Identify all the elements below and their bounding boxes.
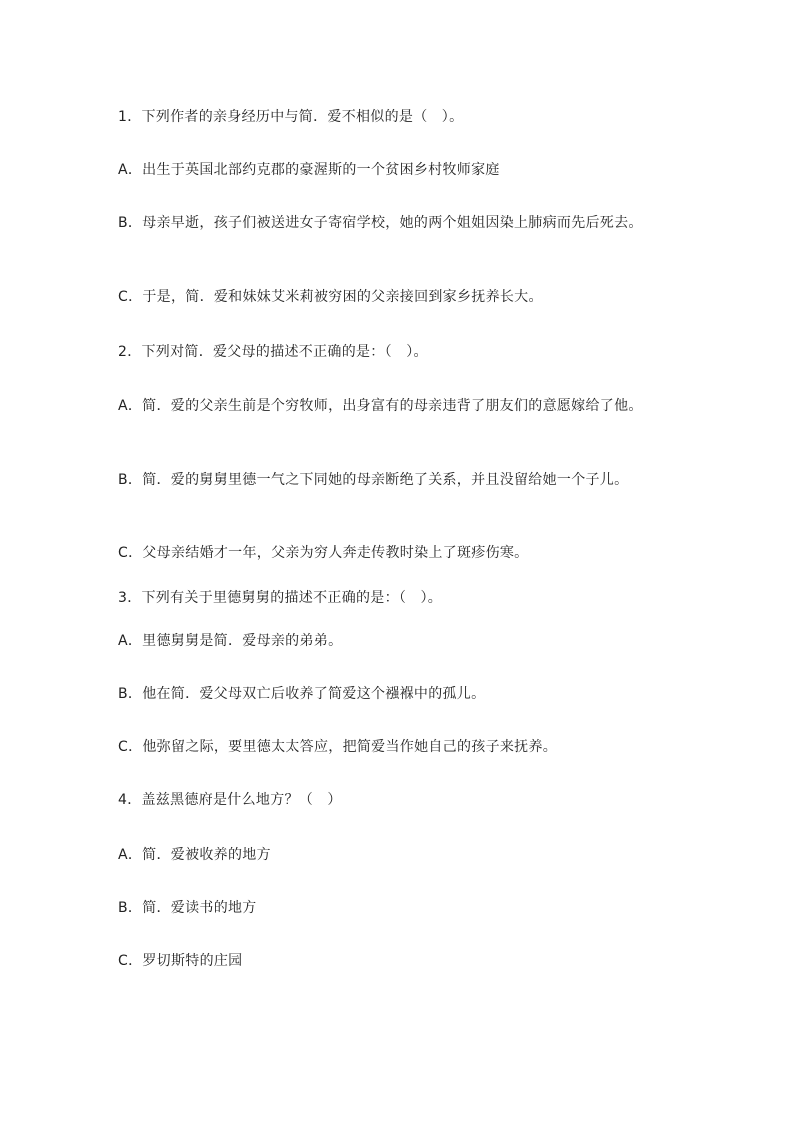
question-1-option-b: B．母亲早逝，孩子们被送进女子寄宿学校，她的两个姐姐因染上肺病而先后死去。	[118, 215, 643, 231]
question-4-stem: 4．盖兹黑德府是什么地方？（ ）	[118, 792, 342, 808]
question-4-option-c: C．罗切斯特的庄园	[118, 953, 243, 969]
question-2-option-b: B．简．爱的舅舅里德一气之下同她的母亲断绝了关系，并且没留给她一个子儿。	[118, 472, 629, 488]
question-3-stem: 3．下列有关于里德舅舅的描述不正确的是：（ ）。	[118, 590, 443, 606]
question-4-option-a: A．简．爱被收养的地方	[118, 847, 271, 863]
question-3-option-b: B．他在简．爱父母双亡后收养了简爱这个襁褓中的孤儿。	[118, 686, 486, 702]
question-1-option-a: A．出生于英国北部约克郡的豪渥斯的一个贫困乡村牧师家庭	[118, 162, 500, 178]
question-3-option-c: C．他弥留之际，要里德太太答应，把简爱当作她自己的孩子来抚养。	[118, 739, 558, 755]
question-3-option-a: A．里德舅舅是简．爱母亲的弟弟。	[118, 633, 343, 649]
question-1-stem: 1．下列作者的亲身经历中与简．爱不相似的是（ ）。	[118, 109, 464, 125]
question-2-option-a: A．简．爱的父亲生前是个穷牧师，出身富有的母亲违背了朋友们的意愿嫁给了他。	[118, 398, 643, 414]
question-2-option-c: C．父母亲结婚才一年，父亲为穷人奔走传教时染上了斑疹伤寒。	[118, 545, 529, 561]
question-2-stem: 2．下列对简．爱父母的描述不正确的是：（ ）。	[118, 344, 428, 360]
question-1-option-c: C．于是，简．爱和妹妹艾米莉被穷困的父亲接回到家乡抚养长大。	[118, 289, 543, 305]
question-4-option-b: B．简．爱读书的地方	[118, 900, 257, 916]
